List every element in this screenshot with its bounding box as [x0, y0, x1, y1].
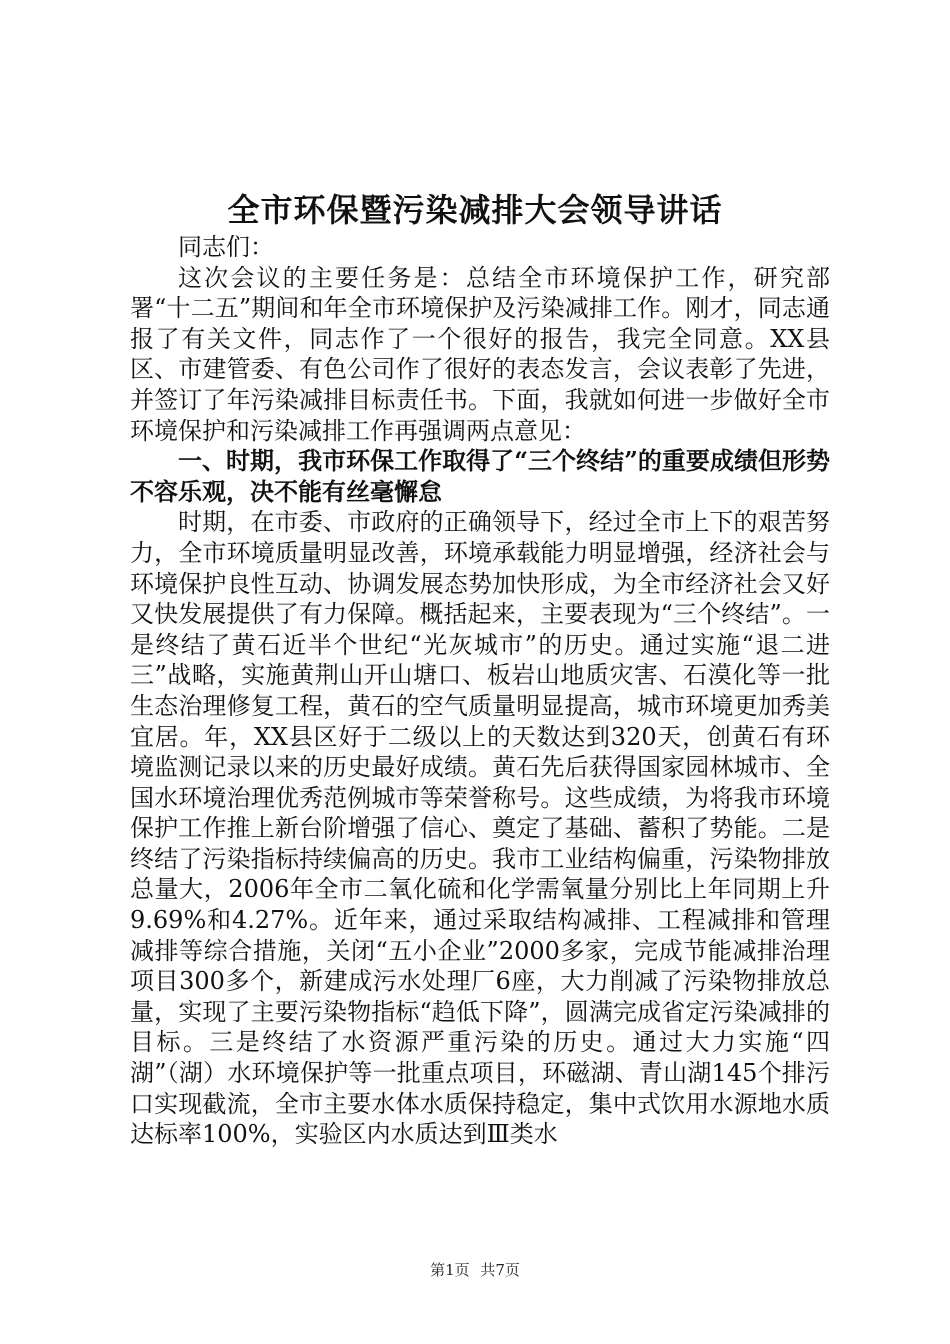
section-heading: 一、时期，我市环保工作取得了“三个终结”的重要成绩但形势不容乐观，决不能有丝毫懈怠 [130, 446, 830, 506]
section-paragraph: 时期，在市委、市政府的正确领导下，经过全市上下的艰苦努力，全市环境质量明显改善，环境承载能力明显增强，经济社会与环境保护良性互动、协调发展态势加快形成，为全市经济社会又好又快发展提供了有力保障。概括起来，主要表现为“三个终结”。一是终结了黄石近半个世纪“光灰城市”的历史。通过实施“退二进三”战略，实施黄荆山开山塘口、板岩山地质灾害、石漠化等一批生态治理修复工程，黄石的空气质量明显提高，城市环境更加秀美宜居。年，XX县区好于二级以上的天数达到320天，创黄石有环境监测记录以来的历史最好成绩。黄石先后获得国家园林城市、全国水环境治理优秀范例城市等荣誉称号。这些成绩，为将我市环境保护工作推上新台阶增强了信心、奠定了基础、蓄积了势能。二是终结了污染指标持续偏高的历史。我市工业结构偏重，污染物排放总量大，2006年全市二氧化硫和化学需氧量分别比上年同期上升9.69%和4.27%。近年来，通过采取结构减排、工程减排和管理减排等综合措施，关闭“五小企业”2000多家，完成节能减排治理项目300多个，新建成污水处理厂6座，大力削减了污染物排放总量，实现了主要污染物指标“趋低下降”，圆满完成省定污染减排的目标。三是终结了水资源严重污染的历史。通过大力实施“四湖”（湖）水环境保护等一批重点项目，环磁湖、青山湖145个排污口实现截流，全市主要水体水质保持稳定，集中式饮用水源地水质达标率100%，实验区内水质达到Ⅲ类水 [130, 508, 830, 1149]
salutation: 同志们： [178, 233, 274, 261]
page-footer: 第1页 共7页 [430, 1261, 520, 1279]
document-title: 全市环保暨污染减排大会领导讲话 [227, 191, 723, 229]
intro-paragraph: 这次会议的主要任务是：总结全市环境保护工作，研究部署“十二五”期间和年全市环境保护及污染减排工作。刚才，同志通报了有关文件，同志作了一个很好的报告，我完全同意。XX县区、市建管委、有色公司作了很好的表态发言，会议表彰了先进，并签订了年污染减排目标责任书。下面，我就如何进一步做好全市环境保护和污染减排工作再强调两点意见： [130, 263, 830, 445]
document-body [130, 232, 830, 1150]
